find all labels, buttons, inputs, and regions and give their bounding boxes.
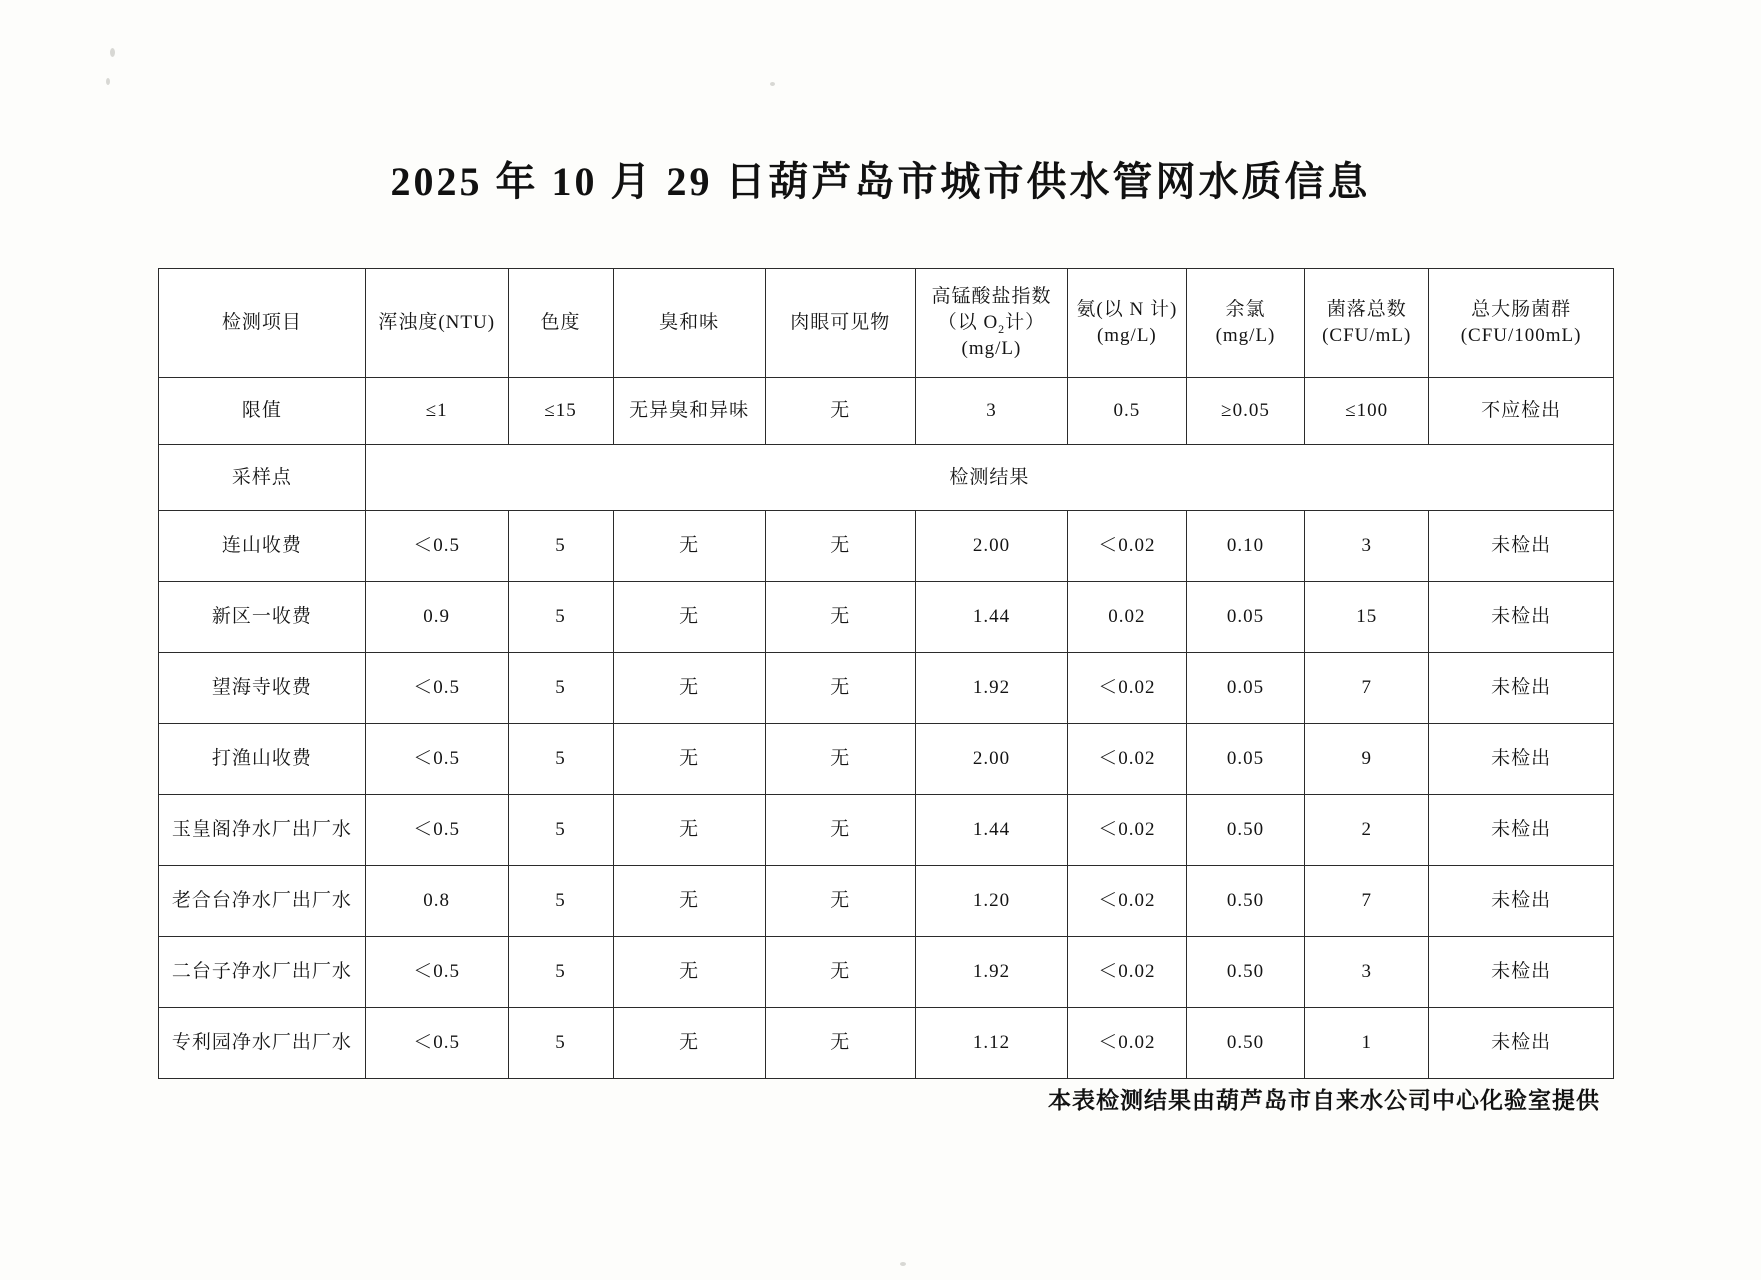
cell-chroma: 5	[508, 511, 613, 582]
cell-turbidity: ＜0.5	[365, 724, 508, 795]
cell-chroma: 5	[508, 1008, 613, 1079]
header-visible-matter: 肉眼可见物	[765, 269, 915, 378]
cell-coliform: 未检出	[1429, 795, 1614, 866]
cell-turbidity: 0.8	[365, 866, 508, 937]
limit-row	[159, 378, 1614, 445]
cell-turbidity: ＜0.5	[365, 653, 508, 724]
cell-turbidity: ＜0.5	[365, 1008, 508, 1079]
cell-coliform: 未检出	[1429, 937, 1614, 1008]
cell-coliform: 未检出	[1429, 582, 1614, 653]
cell-odor-taste: 无	[613, 937, 765, 1008]
cell-chlorine: 0.50	[1186, 795, 1305, 866]
header-chlorine-line2: (mg/L)	[1215, 325, 1276, 346]
cell-chroma: 5	[508, 795, 613, 866]
cell-odor-taste: 无	[613, 724, 765, 795]
cell-coliform: 未检出	[1429, 511, 1614, 582]
cell-coliform: 未检出	[1429, 653, 1614, 724]
limit-visible-matter: 无	[765, 378, 915, 445]
limit-coliform: 不应检出	[1429, 378, 1614, 445]
cell-chroma: 5	[508, 724, 613, 795]
table-row	[159, 866, 1614, 937]
cell-ammonia: ＜0.02	[1068, 653, 1187, 724]
cell-coliform: 未检出	[1429, 866, 1614, 937]
table-row	[159, 653, 1614, 724]
cell-chlorine: 0.05	[1186, 653, 1305, 724]
cell-odor-taste: 无	[613, 511, 765, 582]
header-permanganate-post: 计）	[1005, 311, 1046, 333]
cell-turbidity: ＜0.5	[365, 511, 508, 582]
sampling-point-label: 采样点	[159, 445, 366, 511]
cell-chlorine: 0.50	[1186, 1008, 1305, 1079]
header-chlorine-line1: 余氯	[1225, 299, 1266, 321]
cell-odor-taste: 无	[613, 795, 765, 866]
table-row	[159, 724, 1614, 795]
cell-visible-matter: 无	[765, 1008, 915, 1079]
header-colony-line1: 菌落总数	[1326, 299, 1407, 321]
results-label: 检测结果	[365, 445, 1613, 511]
cell-turbidity: ＜0.5	[365, 937, 508, 1008]
section-row	[159, 445, 1614, 511]
cell-chlorine: 0.05	[1186, 724, 1305, 795]
limit-odor-taste: 无异臭和异味	[613, 378, 765, 445]
limit-permanganate: 3	[915, 378, 1067, 445]
header-permanganate-line1: 高锰酸盐指数	[931, 285, 1052, 307]
site-name: 打渔山收费	[159, 724, 366, 795]
cell-ammonia: ＜0.02	[1068, 795, 1187, 866]
header-ammonia-line2: (mg/L)	[1096, 325, 1157, 346]
limit-colony-count: ≤100	[1305, 378, 1429, 445]
table-row	[159, 1008, 1614, 1079]
header-permanganate-sub: 2	[998, 321, 1006, 336]
header-total-coliform	[1429, 269, 1614, 378]
cell-colony-count: 3	[1305, 937, 1429, 1008]
cell-permanganate: 1.92	[915, 653, 1067, 724]
cell-permanganate: 1.12	[915, 1008, 1067, 1079]
cell-chroma: 5	[508, 937, 613, 1008]
cell-ammonia: ＜0.02	[1068, 1008, 1187, 1079]
cell-ammonia: ＜0.02	[1068, 724, 1187, 795]
scan-speck	[110, 48, 115, 57]
header-residual-chlorine	[1186, 269, 1305, 378]
header-permanganate-pre: （以 O	[937, 311, 999, 333]
cell-colony-count: 2	[1305, 795, 1429, 866]
cell-colony-count: 3	[1305, 511, 1429, 582]
limit-chroma: ≤15	[508, 378, 613, 445]
cell-permanganate: 2.00	[915, 511, 1067, 582]
cell-permanganate: 1.92	[915, 937, 1067, 1008]
cell-visible-matter: 无	[765, 724, 915, 795]
site-name: 望海寺收费	[159, 653, 366, 724]
cell-visible-matter: 无	[765, 511, 915, 582]
cell-chroma: 5	[508, 653, 613, 724]
table-header-row	[159, 269, 1614, 378]
cell-coliform: 未检出	[1429, 1008, 1614, 1079]
cell-chroma: 5	[508, 866, 613, 937]
header-turbidity: 浑浊度(NTU)	[365, 269, 508, 378]
cell-colony-count: 1	[1305, 1008, 1429, 1079]
footnote: 本表检测结果由葫芦岛市自来水公司中心化验室提供	[1048, 1088, 1600, 1113]
cell-chlorine: 0.05	[1186, 582, 1305, 653]
table-row	[159, 582, 1614, 653]
header-coliform-line2: (CFU/100mL)	[1460, 325, 1582, 346]
header-permanganate-line2	[918, 310, 1065, 337]
header-ammonia	[1068, 269, 1187, 378]
cell-odor-taste: 无	[613, 1008, 765, 1079]
cell-visible-matter: 无	[765, 653, 915, 724]
page-title: 2025 年 10 月 29 日葫芦岛市城市供水管网水质信息	[390, 159, 1371, 204]
table-row	[159, 511, 1614, 582]
scan-speck	[900, 1262, 906, 1266]
header-colony-line2: (CFU/mL)	[1322, 325, 1412, 346]
cell-odor-taste: 无	[613, 866, 765, 937]
water-quality-table	[158, 268, 1614, 1079]
cell-chlorine: 0.50	[1186, 866, 1305, 937]
cell-permanganate: 2.00	[915, 724, 1067, 795]
cell-turbidity: 0.9	[365, 582, 508, 653]
cell-chroma: 5	[508, 582, 613, 653]
cell-ammonia: ＜0.02	[1068, 866, 1187, 937]
header-permanganate-line3: (mg/L)	[961, 338, 1022, 360]
table-row	[159, 937, 1614, 1008]
cell-ammonia: ＜0.02	[1068, 511, 1187, 582]
cell-visible-matter: 无	[765, 937, 915, 1008]
limit-turbidity: ≤1	[365, 378, 508, 445]
cell-colony-count: 9	[1305, 724, 1429, 795]
cell-visible-matter: 无	[765, 866, 915, 937]
site-name: 老合台净水厂出厂水	[159, 866, 366, 937]
limit-label: 限值	[159, 378, 366, 445]
limit-chlorine: ≥0.05	[1186, 378, 1305, 445]
cell-ammonia: 0.02	[1068, 582, 1187, 653]
cell-turbidity: ＜0.5	[365, 795, 508, 866]
cell-permanganate: 1.44	[915, 582, 1067, 653]
cell-coliform: 未检出	[1429, 724, 1614, 795]
cell-visible-matter: 无	[765, 582, 915, 653]
cell-permanganate: 1.44	[915, 795, 1067, 866]
cell-colony-count: 7	[1305, 653, 1429, 724]
header-item: 检测项目	[159, 269, 366, 378]
cell-ammonia: ＜0.02	[1068, 937, 1187, 1008]
site-name: 二台子净水厂出厂水	[159, 937, 366, 1008]
cell-chlorine: 0.50	[1186, 937, 1305, 1008]
site-name: 连山收费	[159, 511, 366, 582]
header-ammonia-line1: 氨(以 N 计)	[1076, 299, 1178, 321]
cell-odor-taste: 无	[613, 653, 765, 724]
table-row	[159, 795, 1614, 866]
header-permanganate	[915, 269, 1067, 378]
scan-speck	[106, 78, 110, 85]
cell-permanganate: 1.20	[915, 866, 1067, 937]
cell-colony-count: 15	[1305, 582, 1429, 653]
header-odor-taste: 臭和味	[613, 269, 765, 378]
limit-ammonia: 0.5	[1068, 378, 1187, 445]
site-name: 新区一收费	[159, 582, 366, 653]
header-chroma: 色度	[508, 269, 613, 378]
site-name: 玉皇阁净水厂出厂水	[159, 795, 366, 866]
site-name: 专利园净水厂出厂水	[159, 1008, 366, 1079]
cell-colony-count: 7	[1305, 866, 1429, 937]
cell-odor-taste: 无	[613, 582, 765, 653]
cell-chlorine: 0.10	[1186, 511, 1305, 582]
header-colony-count	[1305, 269, 1429, 378]
scan-speck	[770, 82, 775, 86]
header-coliform-line1: 总大肠菌群	[1471, 299, 1572, 321]
cell-visible-matter: 无	[765, 795, 915, 866]
